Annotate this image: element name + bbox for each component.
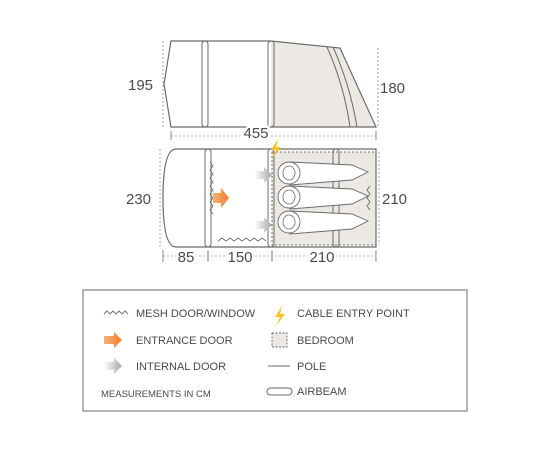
legend-cable-label: CABLE ENTRY POINT <box>297 308 410 320</box>
plan-right-width: 210 <box>382 191 408 208</box>
legend-mesh-label: MESH DOOR/WINDOW <box>136 308 256 320</box>
plan-left-width: 230 <box>126 191 152 208</box>
segment-3-length: 210 <box>309 249 335 266</box>
internal-door-arrow <box>255 217 272 233</box>
measurements-note: MEASUREMENTS IN CM <box>101 389 211 400</box>
plan-airbeam <box>205 149 211 247</box>
floor-plan <box>126 139 407 247</box>
side-airbeam <box>202 41 208 127</box>
legend-entrance-label: ENTRANCE DOOR <box>136 335 233 347</box>
legend-pole-label: POLE <box>297 361 327 373</box>
mesh-door-side <box>218 238 266 241</box>
legend <box>83 290 467 411</box>
side-left-height: 195 <box>128 77 154 94</box>
bedroom-swatch-icon <box>272 333 287 347</box>
segment-2-length: 150 <box>227 249 253 266</box>
segment-dimensions <box>163 249 376 266</box>
segment-1-length: 85 <box>177 249 195 266</box>
overall-length: 455 <box>243 125 269 142</box>
entrance-door-arrow <box>213 188 229 208</box>
side-bedroom-area <box>271 41 376 127</box>
legend-airbeam-label: AIRBEAM <box>297 386 347 398</box>
side-elevation <box>128 41 405 127</box>
legend-bedroom-label: BEDROOM <box>297 335 354 347</box>
legend-internal-label: INTERNAL DOOR <box>136 361 227 373</box>
side-right-height: 180 <box>380 80 406 97</box>
internal-door-arrow <box>255 167 272 183</box>
